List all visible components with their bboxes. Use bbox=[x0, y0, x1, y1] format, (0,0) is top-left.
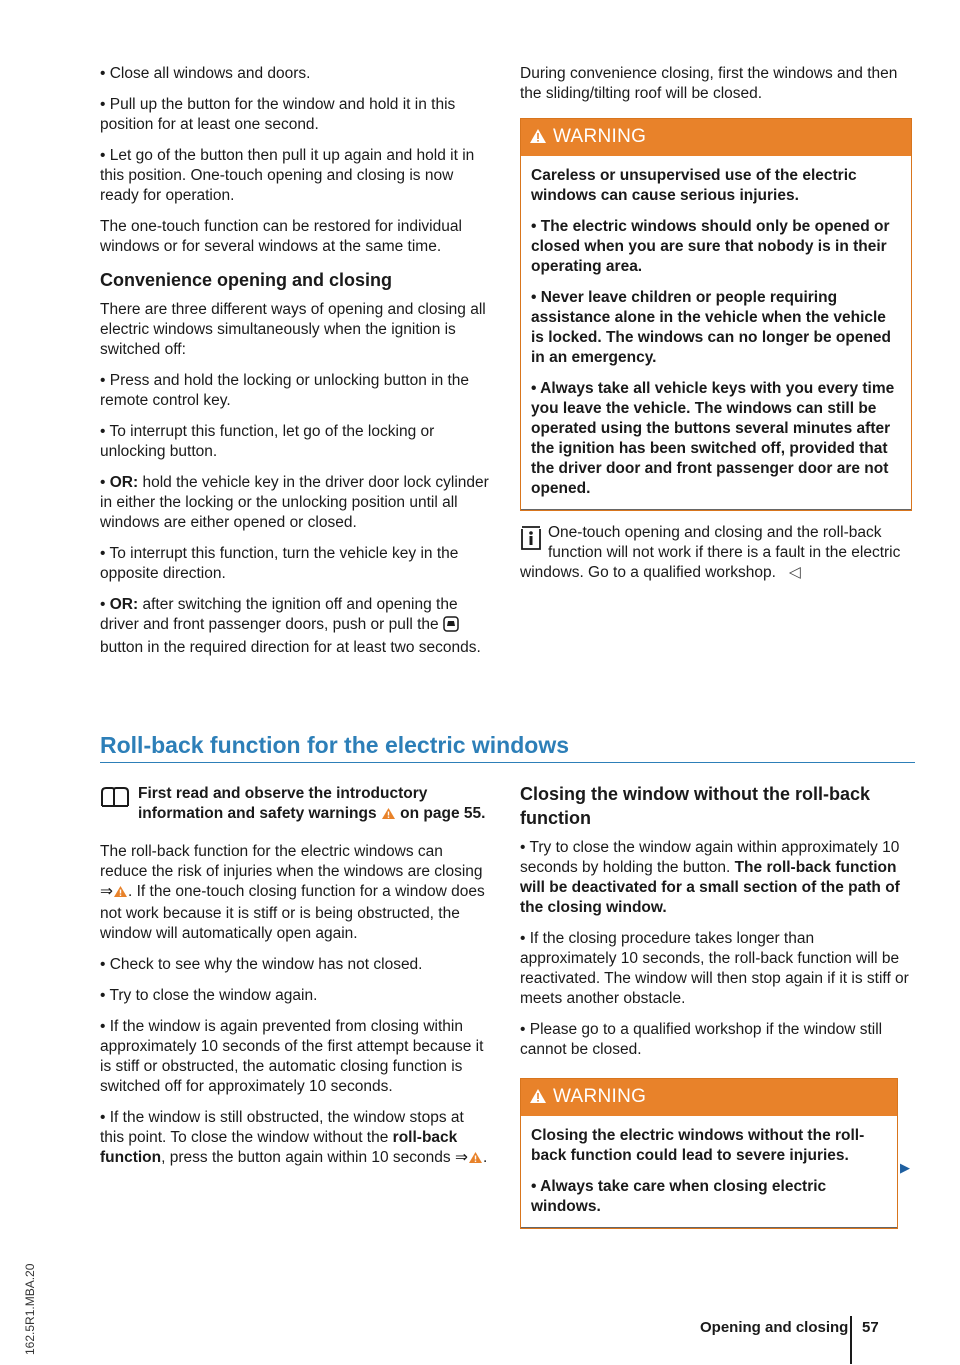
list-item: • Press and hold the locking or unlocking button in the remote control key. bbox=[100, 372, 470, 409]
paragraph-text: . If the one-touch closing function for a window does not work because it is stiff or is being obstructed, the window will automatically open again. bbox=[100, 883, 485, 942]
list-item bbox=[100, 1108, 492, 1170]
intro-text: on page 55. bbox=[395, 805, 486, 822]
list-item-text: after switching the ignition off and opening the driver and front passenger doors, push or pull the bbox=[100, 596, 458, 633]
footer-divider bbox=[850, 1316, 852, 1364]
warning-body bbox=[521, 1116, 897, 1228]
warning-triangle-icon bbox=[529, 128, 547, 150]
list-item-text: hold the vehicle key in the driver door lock cylinder in either the locking or the unlocking position until all windows are either opened or closed. bbox=[100, 474, 489, 531]
warning-triangle-icon bbox=[468, 1150, 483, 1170]
warning-triangle-icon bbox=[529, 1088, 547, 1110]
list-item: • Check to see why the window has not closed. bbox=[100, 956, 423, 973]
window-button-icon bbox=[443, 616, 459, 638]
warning-box bbox=[520, 1078, 898, 1229]
list-item-bold: The roll-back function will be deactivated for a small section of the path of the closing window. bbox=[520, 859, 900, 916]
continue-arrow-icon: ▶ bbox=[900, 1160, 910, 1175]
right-column-bottom bbox=[520, 782, 912, 1229]
warning-label: WARNING bbox=[553, 126, 647, 147]
list-item: • Try to close the window again. bbox=[100, 987, 318, 1004]
subheading-closing: Closing the window without the roll-back function bbox=[520, 784, 870, 828]
list-item: • OR: after switching the ignition off and opening the driver and front passenger doors, push or pull the button in the required direction for at least two seconds. bbox=[100, 596, 481, 656]
list-item-text: • Try to close the window again within approximately 10 seconds by holding the button. bbox=[520, 839, 900, 876]
warning-text: Careless or unsupervised use of the electric windows can cause serious injuries. bbox=[531, 167, 857, 204]
list-item: • OR: hold the vehicle key in the driver door lock cylinder in either the locking or the unlocking position until all windows are either opened or closed. bbox=[100, 474, 489, 531]
page-number: 57 bbox=[862, 1319, 879, 1336]
paragraph: The one-touch function can be restored for individual windows or for several windows at the same time. bbox=[100, 218, 462, 255]
warning-label: WARNING bbox=[553, 1086, 647, 1107]
paragraph: There are three different ways of opening and closing all electric windows simultaneously when the ignition is switched off: bbox=[100, 301, 486, 358]
list-item: • Please go to a qualified workshop if the window still cannot be closed. bbox=[520, 1021, 883, 1058]
warning-header bbox=[521, 1079, 897, 1116]
or-label: OR: bbox=[109, 474, 139, 491]
list-item-text: • If the window is still obstructed, the window stops at this point. To close the window without the bbox=[100, 1109, 464, 1146]
subheading-convenience: Convenience opening and closing bbox=[100, 270, 393, 290]
section-title: Roll-back function for the electric windows bbox=[100, 731, 915, 763]
warning-item: • Never leave children or people requiring assistance alone in the vehicle when the vehicle is locked. The windows can no longer be opened in an emergency. bbox=[531, 289, 891, 366]
warning-body bbox=[521, 156, 911, 510]
list-item-text: , press the button again within 10 seconds ⇒ bbox=[161, 1149, 468, 1166]
list-item: • If the window is again prevented from closing within approximately 10 seconds of the first attempt because it is stiff or obstructed, the automatic closing function is switched off for approximately 10 seconds. bbox=[100, 1018, 484, 1095]
paragraph-text: The roll-back function for the electric windows can reduce the risk of injuries when the windows are closing ⇒ bbox=[100, 843, 483, 900]
footer-chapter: Opening and closing bbox=[700, 1319, 849, 1336]
info-icon bbox=[520, 525, 542, 557]
list-item-text: . bbox=[482, 1149, 488, 1166]
right-column-top bbox=[520, 64, 912, 583]
list-item: • Close all windows and doors. bbox=[100, 65, 311, 82]
warning-triangle-icon bbox=[113, 884, 128, 904]
list-item-text: button in the required direction for at least two seconds. bbox=[100, 639, 481, 656]
list-item-bold: roll-back function bbox=[100, 1129, 458, 1166]
paragraph: During convenience closing, first the windows and then the sliding/tilting roof will be closed. bbox=[520, 65, 898, 102]
warning-item: • The electric windows should only be opened or closed when you are sure that nobody is in their operating area. bbox=[531, 218, 890, 275]
book-icon bbox=[100, 786, 130, 814]
intro-note bbox=[100, 784, 492, 826]
list-item bbox=[520, 838, 912, 918]
warning-box bbox=[520, 118, 912, 511]
list-item: • If the closing procedure takes longer than approximately 10 seconds, the roll-back function will be reactivated. The window will then stop again if it is stiff or meets another obstacle. bbox=[520, 930, 909, 1007]
list-item: • To interrupt this function, turn the vehicle key in the opposite direction. bbox=[100, 545, 459, 582]
end-mark-icon: ◁ bbox=[780, 564, 801, 581]
or-label: OR: bbox=[109, 596, 139, 613]
warning-triangle-icon bbox=[381, 806, 396, 826]
warning-item: • Always take care when closing electric windows. bbox=[531, 1178, 827, 1215]
intro-text: First read and observe the introductory information and safety warnings bbox=[138, 785, 428, 822]
info-text: One-touch opening and closing and the roll-back function will not work if there is a fault in the electric windows. Go to a qualified workshop. bbox=[520, 524, 901, 581]
warning-item: • Always take all vehicle keys with you every time you leave the vehicle. The windows can still be operated using the buttons several minutes after the ignition has been switched off, provided that the driver door and front passenger door are not opened. bbox=[531, 380, 895, 497]
list-item: • To interrupt this function, let go of the locking or unlocking button. bbox=[100, 423, 435, 460]
list-item: • Pull up the button for the window and hold it in this position for at least one second. bbox=[100, 96, 456, 133]
left-column-bottom bbox=[100, 784, 492, 1181]
warning-text: Closing the electric windows without the roll-back function could lead to severe injuries. bbox=[531, 1127, 865, 1164]
document-code: 162.5R1.MBA.20 bbox=[23, 1263, 37, 1355]
warning-header bbox=[521, 119, 911, 156]
list-item: • Let go of the button then pull it up again and hold it in this position. One-touch opening and closing is now ready for operation. bbox=[100, 147, 475, 204]
left-column-top bbox=[100, 64, 492, 669]
paragraph bbox=[100, 842, 492, 944]
info-note bbox=[520, 523, 912, 583]
